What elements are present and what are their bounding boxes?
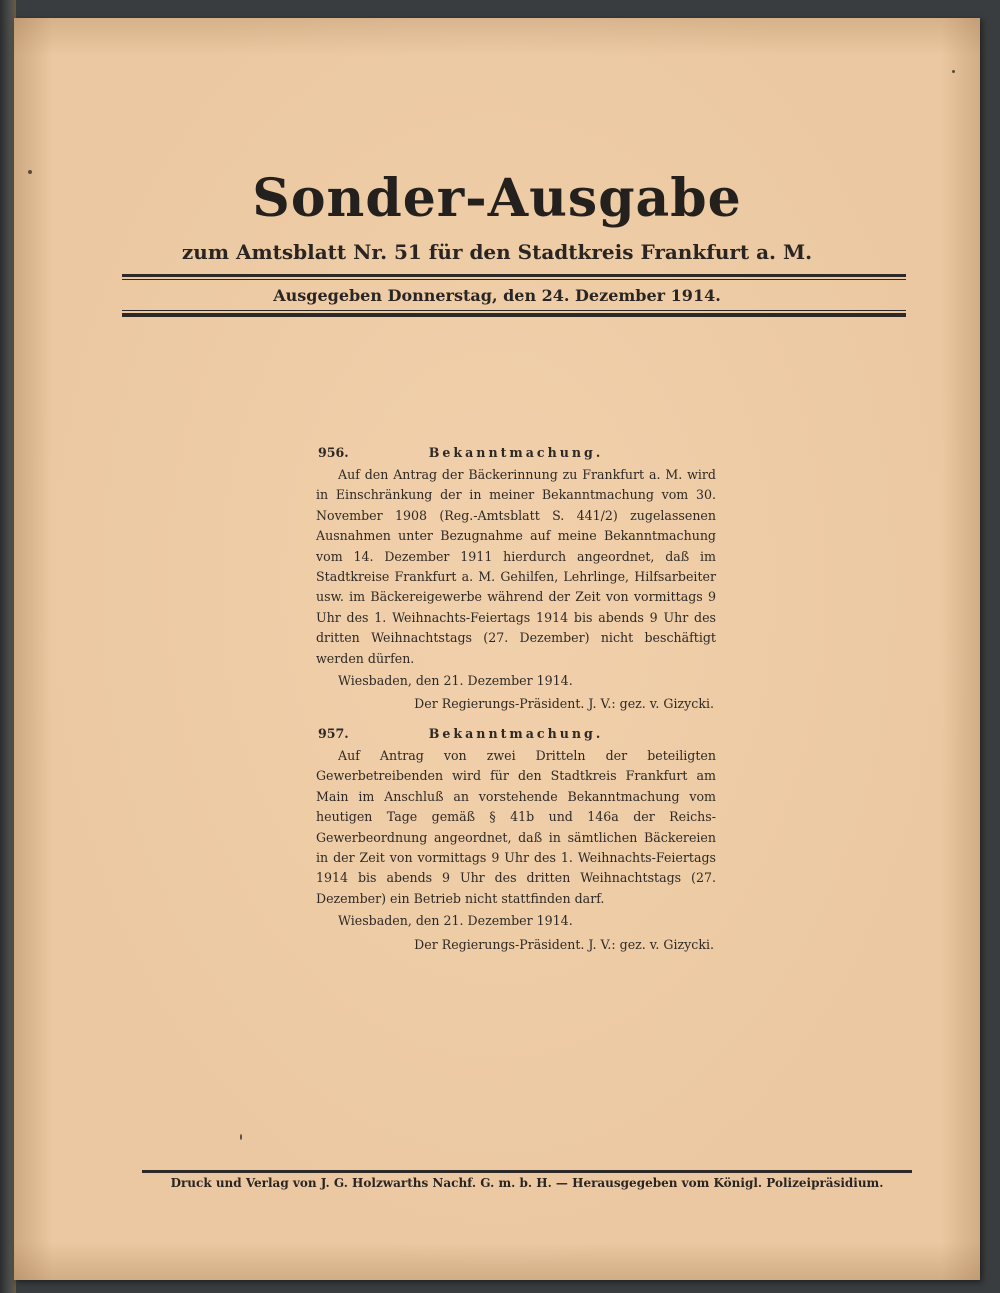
notice-signature: Der Regierungs-Präsident. J. V.: gez. v. Gizycki. xyxy=(414,696,714,712)
paper-speck xyxy=(952,70,955,73)
notice-title: Bekanntmachung. xyxy=(428,445,604,460)
paper-speck xyxy=(240,1134,242,1140)
masthead-rule-top xyxy=(122,274,906,277)
masthead-title: Sonder-Ausgabe xyxy=(252,168,742,229)
notice-body: Auf Antrag von zwei Dritteln der beteiligten Gewerbetreibenden wird für den Stadtkreis Frankfurt am Main im Anschluß an vorstehende Bekanntmachung vom heutigen Tage gemäß § 41b und 146a der Reichs-Gewerbeordnung angeordnet, daß in sämtlichen Bäckereien in der Zeit von vormittags 9 Uhr des 1. Weihnachts-Feiertags 1914 bis abends 9 Uhr des dritten Weihnachtstags (27. Dezember) ein Betrieb nicht stattfinden darf. xyxy=(316,748,716,906)
notice-number: 957. xyxy=(318,726,349,741)
masthead-rule-bottom xyxy=(122,313,906,317)
notice-number: 956. xyxy=(318,445,349,460)
footer-rule xyxy=(142,1170,912,1173)
masthead-subtitle: zum Amtsblatt Nr. 51 für den Stadtkreis Frankfurt a. M. xyxy=(181,240,813,264)
masthead-rule-bottom-thin xyxy=(122,310,906,311)
notice-957 xyxy=(316,724,716,955)
masthead-rule-top-thin xyxy=(122,279,906,280)
notice-956 xyxy=(316,443,716,715)
document-page xyxy=(14,18,980,1280)
notice-place-date: Wiesbaden, den 21. Dezember 1914. xyxy=(338,913,573,929)
notice-heading xyxy=(316,724,716,746)
footer-imprint: Druck und Verlag von J. G. Holzwarths Nachf. G. m. b. H. — Herausgegeben vom Königl. Polizeipräsidium. xyxy=(170,1176,884,1190)
issue-date: Ausgegeben Donnerstag, den 24. Dezember 1914. xyxy=(273,286,721,305)
notice-body: Auf den Antrag der Bäckerinnung zu Frankfurt a. M. wird in Einschränkung der in meiner Bekanntmachung vom 30. November 1908 (Reg.-Amtsblatt S. 441/2) zugelassenen Ausnahmen unter Bezugnahme auf meine Bekanntmachung vom 14. Dezember 1911 hierdurch angeordnet, daß im Stadtkreise Frankfurt a. M. Gehilfen, Lehrlinge, Hilfsarbeiter usw. im Bäckereigewerbe während der Zeit von vormittags 9 Uhr des 1. Weihnachts-Feiertags 1914 bis abends 9 Uhr des dritten Weihnachtstags (27. Dezember) nicht beschäftigt werden dürfen. xyxy=(316,467,716,666)
notice-heading xyxy=(316,443,716,465)
notice-title: Bekanntmachung. xyxy=(428,726,604,741)
notice-place-date: Wiesbaden, den 21. Dezember 1914. xyxy=(338,673,573,689)
paper-speck xyxy=(28,170,32,174)
notice-signature: Der Regierungs-Präsident. J. V.: gez. v. Gizycki. xyxy=(414,936,714,952)
